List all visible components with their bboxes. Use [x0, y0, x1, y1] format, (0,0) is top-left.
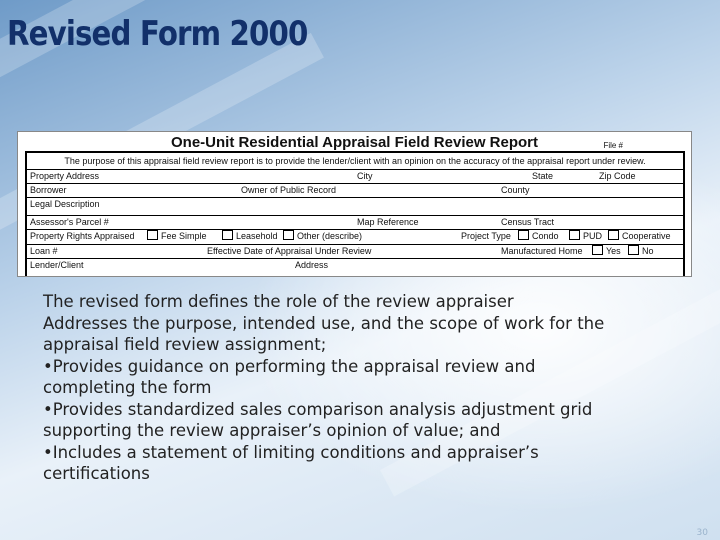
body-line: Addresses the purpose, intended use, and the scope of work for the [43, 313, 605, 333]
form-file-number-label: File # [603, 141, 623, 150]
form-field-label: Map Reference [357, 217, 419, 227]
slide-title: Revised Form 2000 [7, 14, 308, 54]
form-purpose-row [27, 153, 683, 169]
form-row [27, 183, 683, 195]
form-field-label: Zip Code [599, 171, 636, 181]
checkbox-icon [592, 245, 603, 255]
form-row [27, 258, 683, 270]
body-line: •Provides standardized sales comparison analysis adjustment grid [43, 399, 593, 419]
form-field-label: Lender/Client [30, 260, 84, 270]
form-row [27, 229, 683, 241]
checkbox-icon [518, 230, 529, 240]
fee-simple-option: Fee Simple [147, 230, 207, 242]
body-line: completing the form [43, 378, 212, 397]
form-field-label: Project Type [461, 231, 511, 241]
form-field-label: State [532, 171, 554, 181]
checkbox-icon [283, 230, 294, 240]
form-field-label: Address [295, 260, 329, 270]
form-field-label: Loan # [30, 246, 58, 256]
body-line: •Provides guidance on performing the appraisal review and [43, 356, 536, 376]
form-field-label: City [357, 171, 373, 181]
form-field-label: Owner of Public Record [241, 185, 337, 195]
body-line: supporting the review appraiser’s opinion of value; and [43, 421, 501, 440]
checkbox-icon [569, 230, 580, 240]
form-field-label: Manufactured Home [501, 246, 583, 256]
form-field-label: Effective Date of Appraisal Under Review [207, 246, 372, 256]
form-row [27, 197, 683, 209]
body-line: certifications [43, 464, 150, 483]
form-table [25, 151, 685, 276]
body-line: •Includes a statement of limiting conditions and appraiser’s [43, 442, 539, 462]
other-option: Other (describe) [283, 230, 362, 242]
checkbox-icon [147, 230, 158, 240]
form-row [27, 215, 683, 227]
form-field-label: Census Tract [501, 217, 555, 227]
form-excerpt-image [17, 131, 692, 277]
leasehold-option: Leasehold [222, 230, 278, 242]
form-field-label: Property Address [30, 171, 100, 181]
form-field-label: County [501, 185, 530, 195]
form-row [27, 244, 683, 256]
body-text [43, 291, 683, 485]
form-purpose-text: The purpose of this appraisal field review report is to provide the lender/client with an opinion on the accuracy of the appraisal report under review. [64, 156, 646, 166]
pud-option: PUD [569, 230, 602, 242]
form-row [27, 169, 683, 181]
body-line: The revised form defines the role of the review appraiser [43, 292, 514, 311]
form-field-label: Borrower [30, 185, 67, 195]
form-field-label: Assessor's Parcel # [30, 217, 109, 227]
form-field-label: Legal Description [30, 199, 100, 209]
checkbox-icon [608, 230, 619, 240]
yes-option: Yes [592, 245, 621, 257]
form-field-label: Property Rights Appraised [30, 231, 135, 241]
page-number: 30 [696, 528, 708, 538]
condo-option: Condo [518, 230, 559, 242]
form-title: One-Unit Residential Appraisal Field Review Report [170, 134, 539, 151]
checkbox-icon [628, 245, 639, 255]
cooperative-option: Cooperative [608, 230, 671, 242]
no-option: No [628, 245, 654, 257]
body-line: appraisal field review assignment; [43, 335, 327, 354]
checkbox-icon [222, 230, 233, 240]
